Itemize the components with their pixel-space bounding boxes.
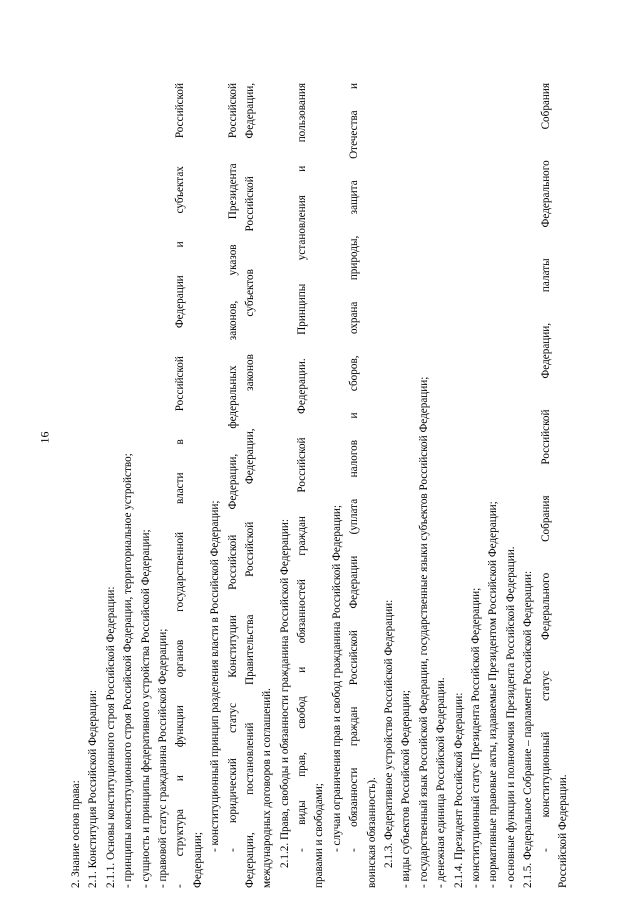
text-line: Российской Федерации. [556, 774, 569, 888]
text-line: - обязанности граждан Российской Федерации (уплата налогов и сборов, охрана природы, защита Отечества и [348, 83, 361, 852]
text-line: - структура и функции органов государственной власти в Российской Федерации и субъектах Российской [174, 83, 187, 888]
text-line: - сущность и принципы федеративного устройства Российской Федерации; [139, 529, 152, 888]
text-line: - конституционный принцип разделения власти в Российской Федерации; [209, 500, 222, 852]
page-number: 16 [37, 431, 52, 444]
text-line: - виды прав, свобод и обязанностей граждан Российской Федерации. Принципы установления и пользования [296, 83, 309, 852]
text-line: - денежная единица Российской Федерации. [435, 677, 448, 888]
text-line: Федерации; [191, 832, 204, 888]
text-line: 2.1.4. Президент Российской Федерации: [452, 692, 465, 888]
text-line: воинская обязанность). [365, 777, 378, 888]
text-line: - основные функции и полномочия Президента Российской Федерации. [504, 546, 517, 888]
text-line: правами и свободами; [313, 783, 326, 888]
text-line: международных договоров и соглашений. [261, 688, 274, 888]
text-line: - случаи ограничения прав и свобод гражданина Российской Федерации; [330, 504, 343, 852]
text-line: - нормативные правовые акты, издаваемые Президентом Российской Федерации; [487, 501, 500, 888]
text-line: 2.1. Конституция Российской Федерации: [87, 689, 100, 888]
document-body [68, 83, 588, 888]
text-line: - принципы конституционного строя Российской Федерации, территориальное устройство; [122, 453, 135, 888]
text-line: 2. Знание основ права: [70, 780, 82, 888]
text-line: - конституционный статус Президента Российской Федерации; [469, 587, 482, 888]
text-line: - виды субъектов Российской Федерации; [400, 690, 413, 888]
text-line: 2.1.1. Основы конституционного строя Российской Федерации: [104, 586, 117, 888]
text-line: - юридический статус Конституции Российской Федерации, федеральных законов, указов Президента Российской [226, 83, 239, 852]
text-line: 2.1.2. Права, свободы и обязанности гражданина Российской Федерации: [278, 519, 291, 868]
text-line: Федерации, постановлений Правительства Российской Федерации, законов субъектов Российской Федерации, [243, 83, 256, 888]
text-line: - правовой статус гражданина Российской Федерации; [156, 628, 169, 888]
text-line: 2.1.5. Федеральное Собрание – парламент Российской Федерации: [522, 570, 535, 888]
text-line: 2.1.3. Федеративное устройство Российской Федерации: [383, 599, 396, 868]
text-line: - конституционный статус Федерального Собрания Российской Федерации, палаты Федерального Собрания [539, 83, 552, 852]
text-line: - государственный язык Российской Федерации, государственные языки субъектов Российской Федерации; [417, 376, 430, 888]
